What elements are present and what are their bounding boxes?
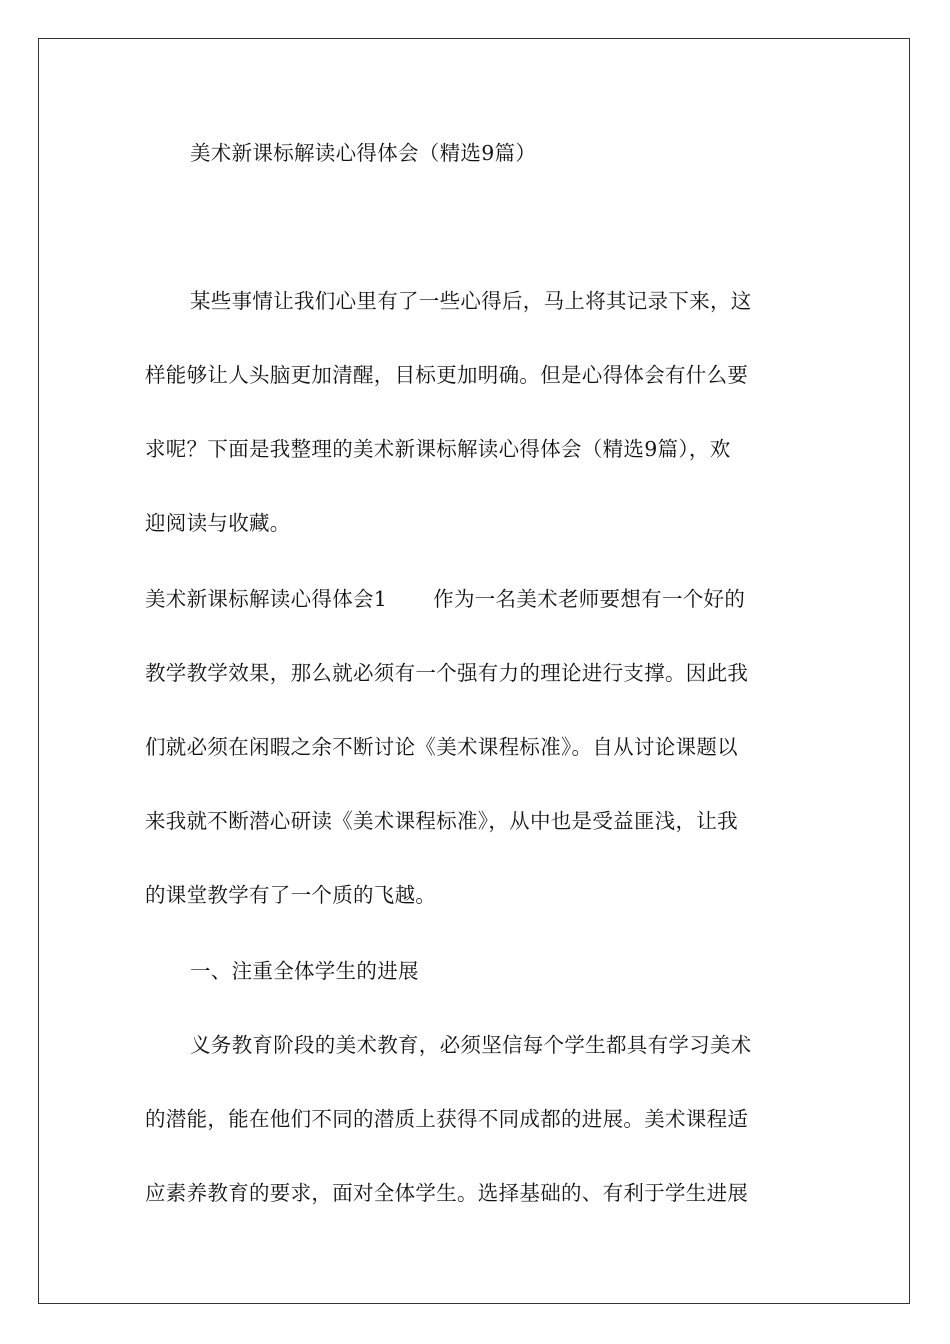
section1-para-line-3: 应素养教育的要求，面对全体学生。选择基础的、有利于学生进展	[145, 1181, 749, 1205]
section1-heading: 美术新课标解读心得体会1	[145, 587, 388, 611]
section1-line-2: 们就必须在闲暇之余不断讨论《美术课程标准》。自从讨论课题以	[145, 735, 738, 759]
section1-line-3: 来我就不断潜心研读《美术课程标准》，从中也是受益匪浅，让我	[145, 809, 738, 833]
section1-para-line-2: 的潜能，能在他们不同的潜质上获得不同成都的进展。美术课程适	[145, 1107, 749, 1131]
section1-line-4: 的课堂教学有了一个质的飞越。	[145, 883, 437, 907]
intro-line-3: 求呢？下面是我整理的美术新课标解读心得体会（精选9篇），欢	[145, 437, 731, 461]
intro-line-1: 某些事情让我们心里有了一些心得后，马上将其记录下来，这	[190, 289, 752, 313]
intro-line-4: 迎阅读与收藏。	[145, 511, 291, 535]
document-title: 美术新课标解读心得体会（精选9篇）	[190, 141, 537, 165]
section1-line-1: 教学教学效果，那么就必须有一个强有力的理论进行支撑。因此我	[145, 661, 749, 685]
section1-subheading: 一、注重全体学生的进展	[190, 959, 419, 983]
section1-para-line-1: 义务教育阶段的美术教育，必须坚信每个学生都具有学习美术	[190, 1033, 752, 1057]
intro-line-2: 样能够让人头脑更加清醒，目标更加明确。但是心得体会有什么要	[145, 363, 749, 387]
section1-lead-text: 作为一名美术老师要想有一个好的	[433, 587, 746, 611]
section1-heading-line	[145, 584, 795, 614]
